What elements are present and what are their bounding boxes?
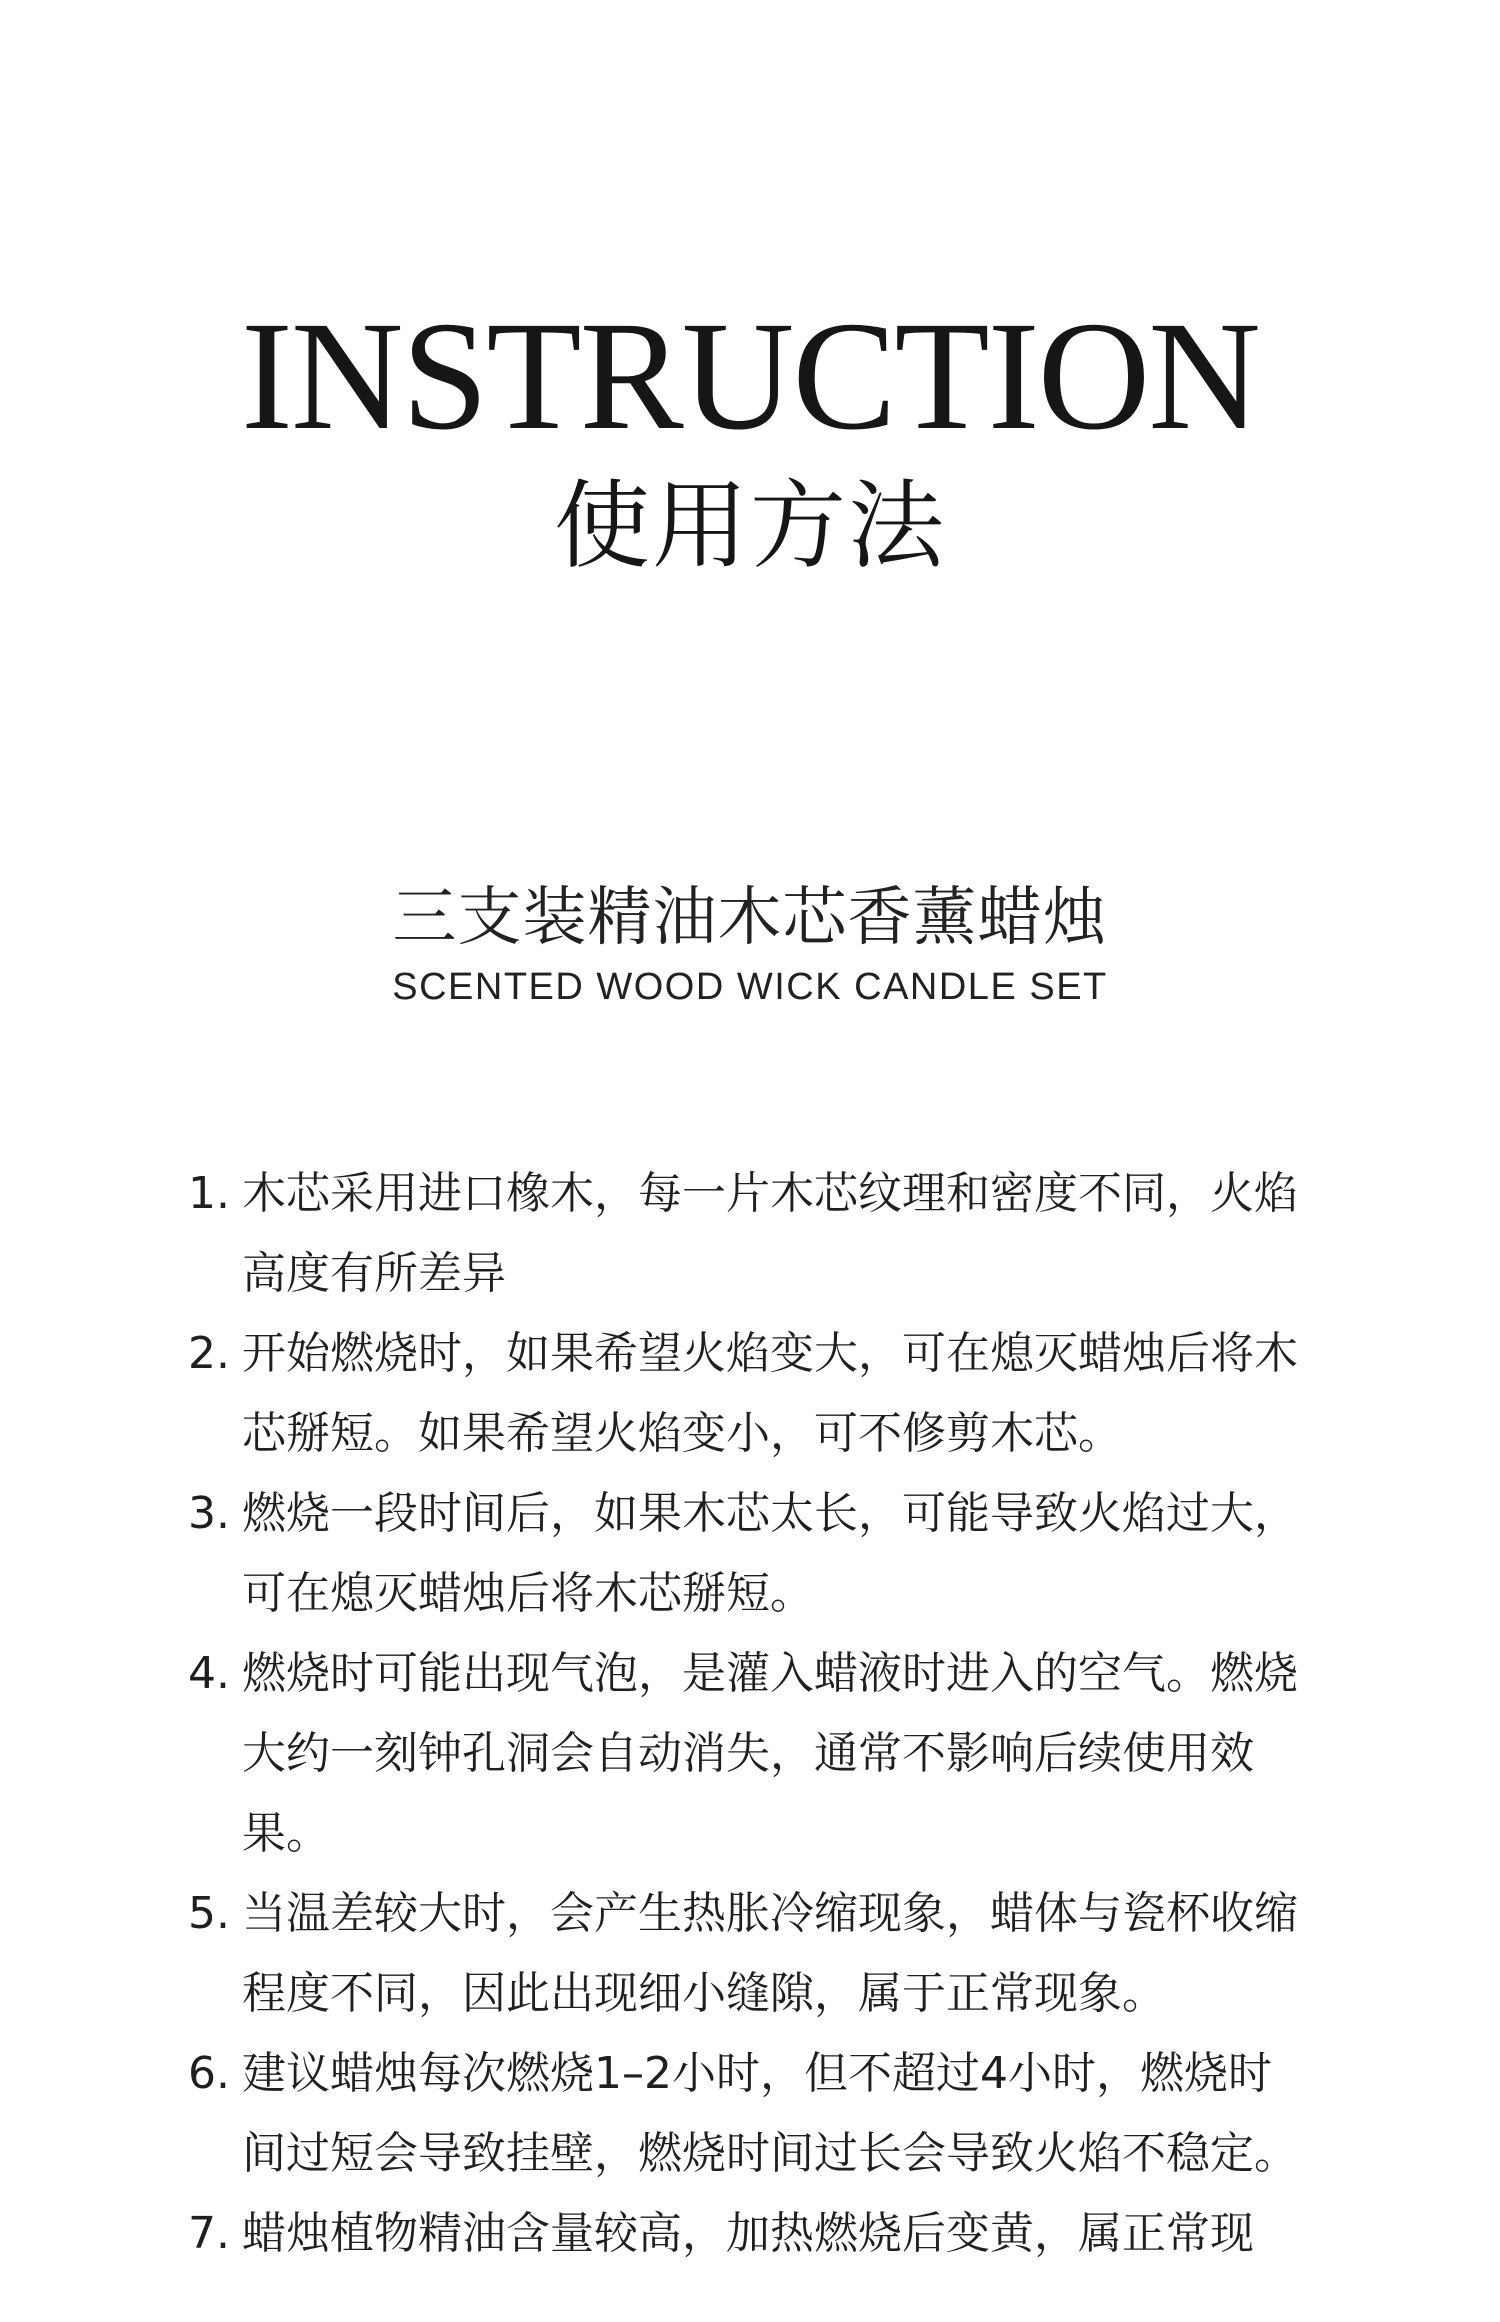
list-item <box>188 1474 1308 1634</box>
list-item <box>188 2034 1308 2194</box>
product-name-en: SCENTED WOOD WICK CANDLE SET <box>392 966 1108 1008</box>
item-text: 建议蜡烛每次燃烧1–2小时，但不超过4小时，燃烧时间过短会导致挂壁，燃烧时间过长会导致火焰不稳定。 <box>242 2048 1298 2179</box>
item-number: 4. <box>188 1648 230 1699</box>
item-number: 3. <box>188 1488 230 1539</box>
list-item <box>188 1874 1308 2034</box>
item-text: 木芯采用进口橡木，每一片木芯纹理和密度不同，火焰高度有所差异 <box>242 1168 1298 1299</box>
page-title-zh: 使用方法 <box>554 470 946 582</box>
item-number: 6. <box>188 2048 230 2099</box>
list-item <box>188 1634 1308 1874</box>
instruction-list <box>188 1154 1308 2274</box>
item-number: 5. <box>188 1888 230 1939</box>
item-number: 2. <box>188 1328 230 1379</box>
list-item <box>188 2194 1308 2274</box>
item-number: 7. <box>188 2208 230 2259</box>
product-name-zh: 三支装精油木芯香薰蜡烛 <box>392 881 1108 955</box>
item-text: 蜡烛植物精油含量较高，加热燃烧后变黄，属正常现 <box>242 2208 1254 2259</box>
item-text: 燃烧一段时间后，如果木芯太长，可能导致火焰过大，可在熄灭蜡烛后将木芯掰短。 <box>242 1488 1298 1619</box>
list-item <box>188 1314 1308 1474</box>
item-number: 1. <box>188 1168 230 1219</box>
item-text: 开始燃烧时，如果希望火焰变大，可在熄灭蜡烛后将木芯掰短。如果希望火焰变小，可不修剪木芯。 <box>242 1328 1298 1459</box>
item-text: 燃烧时可能出现气泡，是灌入蜡液时进入的空气。燃烧大约一刻钟孔洞会自动消失，通常不影响后续使用效果。 <box>242 1648 1298 1859</box>
page-title-en: INSTRUCTION <box>241 289 1259 462</box>
item-text: 当温差较大时，会产生热胀冷缩现象，蜡体与瓷杯收缩程度不同，因此出现细小缝隙，属于正常现象。 <box>242 1888 1298 2019</box>
list-item <box>188 1154 1308 1314</box>
